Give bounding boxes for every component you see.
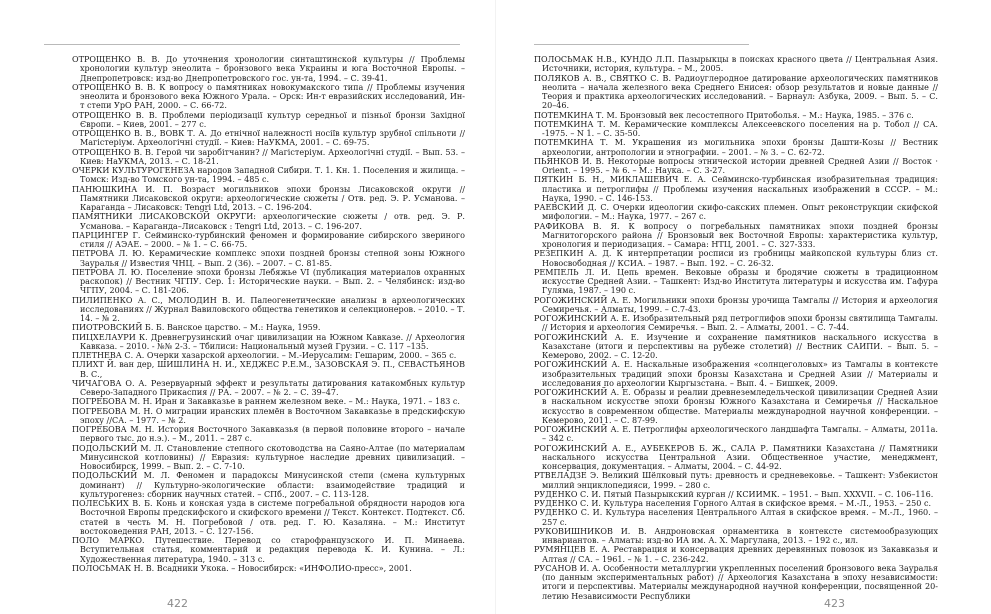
bibliography-column [72, 55, 465, 573]
page-number: 423 [824, 597, 845, 610]
bibliography-entry: ПИЦХЕЛАУРИ К. Древнегрузинский очаг цивилизации на Южном Кавказе. // Археология Кавказа. – 2010. - №№ 2-3. – Тбилиси: Национальный музей Грузии. – С. 117 –135. [72, 332, 465, 351]
bibliography-entry: РУДЕНКО С. И. Культура населения Горного Алтая в скифское время. – М.-Л., 1953. – 250 с. [534, 499, 932, 508]
bibliography-entry: РУМЯНЦЕВ Е. А. Реставрация и консервация древних деревянных повозок из Закавказья и Алтая // СА. – 1961. – № 1. – С. 236-242. [534, 545, 938, 564]
bibliography-entry: РОГОЖИНСКИЙ А. Е. Наскальные изображения «солнцеголовых» из Тамгалы в контексте изобразительных традиций эпохи бронзы Казахстана и Средней Азии // Материалы и исследования по археологии Кыргызстана. – Вып. 4. – Бишкек, 2009. [534, 360, 938, 388]
bibliography-entry: РУКОВИШНИКОВ И. В. Андроновская орнаментика в контексте системообразующих инвариантов. – Алматы: изд-во ИА им. А. Х. Маргулана, 2013. – 192 с., ил. [534, 526, 938, 545]
bibliography-entry: ПЛИХТ Й. ван дер, ШИШЛИНА Н. И., ХЕДЖЕС Р.Е.М., ЗАЗОВСКАЯ Э. П., СЕВАСТЬЯНОВ В. С., [72, 360, 465, 379]
bibliography-entry: ОТРОЩЕНКО В. В., ВОВК Т. А. До етнічної належності носіїв культур зрубної спільноти // Магістеріум. Археологічні студії. – Киев: НаУКМА, 2001. – С. 69-75. [72, 129, 465, 148]
bibliography-entry: РАЕВСКИЙ Д. С. Очерки идеологии скифо-сакских племен. Опыт реконструкции скифской мифологии. – М.: Наука, 1977. – 267 с. [534, 203, 938, 222]
bibliography-entry: ПИЛИПЕНКО А. С., МОЛОДИН В. И. Палеогенетические анализы в археологических исследованиях // Журнал Вавиловского общества генетиков и селекционеров. – 2010. – Т. 14. – № 2. [72, 295, 465, 323]
bibliography-entry: ПОДОЛЬСКИЙ М. Л. Становление степного скотоводства на Саяно-Алтае (по материалам Минусинской котловины) // Евразия: культурное наследие древних цивилизаций. – Новосибирск, 1999. – Вып. 2. – С. 7-10. [72, 443, 465, 471]
bibliography-entry: ПОЛЕСЬКИХ В. Б. Конь и конская узда в системе погребальной обрядности народов юга Восточной Европы предскифского и скифского времени // Текст. Контекст. Подтекст. Сб. статей в честь М. Н. Погребовой / отв. ред. Г. Ю. Казаляна. – М.: Институт востоковедения РАН, 2013. – С. 127-156. [72, 499, 465, 536]
bibliography-entry: ОТРОЩЕНКО В. В. К вопросу о памятниках новокумакского типа // Проблемы изучения энеолита и бронзового века Южного Урала. – Орск: Ин-т евразийских исследований, Ин-т степи УрО РАН, 2000. – С. 66-72. [72, 82, 465, 111]
bibliography-entry: ПЕТРОВА Л. Ю. Поселение эпохи бронзы Лебяжье VI (публикация материалов охранных раскопок) // Вестник ЧГПУ. Сер. 1: Исторические науки. – Вып. 2. – Челябинск: изд-во ЧГПУ, 2004. – С. 181-206. [72, 267, 465, 296]
bibliography-entry: РУДЕНКО С. И. Пятый Пазырыкский курган // КСИИМК. – 1951. – Вып. XXXVII. – С. 106–116. [534, 489, 934, 499]
bibliography-entry: РУСАНОВ И. А. Особенности металлургии укрепленных поселений бронзового века Зауралья (по данным экспериментальных работ) // Археология Казахстана в эпоху независимости: итоги и перспективы. Материалы международной научной конференции, посвященной 20-летию Независимости Республики [534, 563, 938, 601]
bibliography-entry: ПОТЕМКИНА Т. М. Украшения из могильника эпохи бронзы Дашти-Козы // Вестник археологии, антропологии и этнографии. – 2001. – № 3. – С. 62-72. [534, 138, 938, 157]
bibliography-entry: РТВЕЛАДЗЕ Э. Великий Шёлковый путь: древность и средневековье. – Ташкент: Узбекистон миллий энциклопедияси, 1999. – 280 с. [534, 471, 938, 490]
bibliography-entry: ПОГРЕБОВА М. Н. Иран и Закавказье в раннем железном веке. – М.: Наука, 1971. – 183 с. [72, 397, 460, 407]
bibliography-column [534, 55, 938, 601]
bibliography-entry: ПАРЦИНГЕР Г. Сейминско-турбинский феномен и формирование сибирского звериного стиля // АЭАЕ. – 2000. – № 1. – С. 66-75. [72, 230, 465, 249]
bibliography-entry: РОГОЖИНСКИЙ А. Е. Изобразительный ряд петроглифов эпохи бронзы святилища Тамгалы. // История и археология Семиречья. – Вып. 2. – Алматы, 2001. – С. 7-44. [534, 314, 938, 333]
bibliography-entry: ПОДОЛЬСКИЙ М. Л. Феномен и парадоксы Минусинской степи (смена культурных доминант) // Культурно-экологические области: взаимодействие традиций и культурогенез: сборник научных статей. – СПб., 2007. – С. 113-128. [72, 471, 465, 499]
bibliography-entry: РОГОЖИНСКИЙ А. Е. Петроглифы археологического ландшафта Тамгалы. – Алматы, 2011а. – 342 с. [534, 425, 938, 444]
bibliography-entry: ПЯТКИН Б. Н., МИКЛАШЕВИЧ Е. А. Сейминско-турбинская изобразительная традиция: пластика и петроглифы // Проблемы изучения наскальных изображений в СССР. – М.: Наука, 1990. – С. 146-153. [534, 175, 938, 203]
bibliography-entry: ПИОТРОВСКИЙ Б. Б. Ванское царство. – М.: Наука, 1959. [72, 323, 321, 333]
bibliography-entry: РУДЕНКО С. И. Культура населения Центрального Алтая в скифское время. – М.-Л., 1960. – 257 с. [534, 508, 938, 527]
bibliography-entry: ОТРОЩЕНКО В. В. Проблеми періодизації культур середньої и пізньої бронзи Західної Європи. – Киев, 2001. – 277 с. [72, 110, 465, 129]
bibliography-entry: ПОЛЯКОВ А. В., СВЯТКО С. В. Радиоуглеродное датирование археологических памятников неолита – начала железного века Среднего Енисея: обзор результатов и новые данные // Теория и практика археологических исследований. – Барнаул: Азбука, 2009. – Вып. 5. – С. 20–46. [534, 73, 938, 111]
bibliography-entry: ПОГРЕБОВА М. Н. О миграции иранских племён в Восточном Закавказье в предскифскую эпоху //СА. – 1977. – № 2. [72, 406, 465, 425]
bibliography-entry: ПОЛО МАРКО. Путешествие. Перевод со старофранцузского И. П. Минаева. Вступительная статья, комментарий и редакция перевода К. И. Кунина. – Л.: Художественная литература, 1940. – 313 с. [72, 536, 465, 564]
bibliography-entry: ОТРОЩЕНКО В. В. Герой чи заробітчанин? // Магістеріум. Археологічні студії. – Вып. 53. – Киев: НаУКМА, 2013. – С. 18-21. [72, 147, 465, 166]
bibliography-entry: ПАНЮШКИНА И. П. Возраст могильников эпохи бронзы Лисаковской округи // Памятники Лисаковской округи: археологические сюжеты / Отв. ред. Э. Р. Усманова. – Караганда – Лисаковск: Tengri Ltd, 2013. – С. 196-204. [72, 184, 465, 212]
bibliography-entry: РОГОЖИНСКИЙ А. Е. Могильники эпохи бронзы урочища Тамгалы // История и археология Семиречья. – Алматы, 1999. – С.7-43. [534, 295, 938, 314]
bibliography-entry: РОГОЖИНСКИЙ А. Е. Образы и реалии древнеземледельческой цивилизации Средней Азии в наскальном искусстве эпохи бронзы Южного Казахстана и Семиречья // Наскальное искусство в современном обществе. Материалы международной научной конференции. – Кемерово, 2011. – С. 87-99. [534, 388, 938, 425]
header-rule [534, 44, 749, 45]
bibliography-entry: ПОЛОСЬМАК Н.В., КУНДО Л.П. Пазырыкцы в поисках красного цвета // Центральная Азия. Источники, история, культура. – М., 2005. [534, 55, 938, 74]
bibliography-entry: ПЛЕТНЕВА С. А. Очерки хазарской археологии. – М.-Иерусалим: Гешарим, 2000. – 365 с. [72, 351, 457, 360]
bibliography-entry: ПОТЕМКИНА Т. М. Бронзовый век лесостепного Притоболья. – М.: Наука, 1985. – 376 с. [534, 110, 914, 120]
bibliography-entry: ПОЛОСЬМАК Н. В. Всадники Укока. – Новосибирск: «ИНФОЛИО-пресс», 2001. [72, 563, 412, 573]
bibliography-entry: ПОГРЕБОВА М. Н. История Восточного Закавказья (в первой половине второго – начале первого тыс. до н.э.). – М., 2011. – 287 с. [72, 425, 465, 444]
header-rule [44, 44, 460, 45]
bibliography-entry: ОТРОЩЕНКО В. В. До уточнения хронологии синташтинской культуры // Проблемы хронологии культур энеолита – бронзового века Украины и юга Восточной Европы. – Днепропетровск: изд-во Днепропетровского гос. ун-та, 1994. – С. 39-41. [72, 55, 465, 83]
bibliography-entry: ПЬЯНКОВ И. В. Некоторые вопросы этнической истории древней Средней Азии // Восток · Orient. – 1995. – № 6. – М.: Наука. – С. 3-27. [534, 156, 938, 175]
bibliography-entry: ПОТЕМКИНА Т. М. Керамические комплексы Алексеевского поселения на р. Тобол // СА. -1975. – N 1. – С. 35-50. [534, 119, 938, 138]
left-page [0, 0, 495, 614]
bibliography-entry: РОГОЖИНСКИЙ А. Е. Изучение и сохранение памятников наскального искусства в Казахстане (итоги и перспективы на рубеже столетий) // Вестник САИПИ. – Вып. 5. – Кемерово, 2002. – С. 12-20. [534, 332, 938, 360]
page-number: 422 [167, 597, 188, 610]
bibliography-entry: РАФИКОВА В. Я. К вопросу о погребальных памятниках эпохи поздней бронзы Магнитогорского района // Бронзовый век Восточной Европы: характеристика культур, хронология и периодизация. – Самара: НТЦ, 2001. – С. 327-333. [534, 221, 938, 249]
bibliography-entry: РЕМПЕЛЬ Л. И. Цепь времен. Вековые образы и бродячие сюжеты в традиционном искусстве Средней Азии. – Ташкент: Изд-во Института литературы и искусства им. Гафура Гуляма, 1987. – 190 с. [534, 267, 938, 296]
bibliography-entry: ЧИЧАГОВА О. А. Резервуарный эффект и результаты датирования катакомбных культур Северо-Западного Прикаспия // РА. – 2007. – № 2. – С. 39–47. [72, 378, 465, 397]
bibliography-entry: РЕЗЕПКИН А. Д. К интерпретации росписи из гробницы майкопской культуры близ ст. Новосвободная // КСИА. – 1987. – Вып. 192. – С. 26-32. [534, 249, 938, 268]
bibliography-entry: ПЕТРОВА Л. Ю. Керамические комплекс эпохи поздней бронзы степной зоны Южного Зауралья // Известия ЧНЦ. – Вып. 2 (36). – 2007. – С. 81-85. [72, 249, 465, 268]
bibliography-entry: ПАМЯТНИКИ ЛИСАКОВСКОЙ ОКРУГИ: археологические сюжеты / отв. ред. Э. Р. Усманова. – Караганда–Лисаковск : Tengri Ltd, 2013. – С. 196-207. [72, 212, 465, 231]
bibliography-entry: РОГОЖИНСКИЙ А. Е., АУБЕКЕРОВ Б. Ж., САЛА Р. Памятники Казахстана // Памятники наскального искусства Центральной Азии. Общественное участие, менеджмент, консервация, документация. – Алматы, 2004. – С. 44-92. [534, 443, 938, 471]
right-page [496, 0, 991, 614]
bibliography-entry: ОЧЕРКИ КУЛЬТУРОГЕНЕЗА народов Западной Сибири. Т. 1. Кн. 1. Поселения и жилища. – Томск: Изд-во Томского ун-та, 1994. – 485 с. [72, 166, 465, 185]
